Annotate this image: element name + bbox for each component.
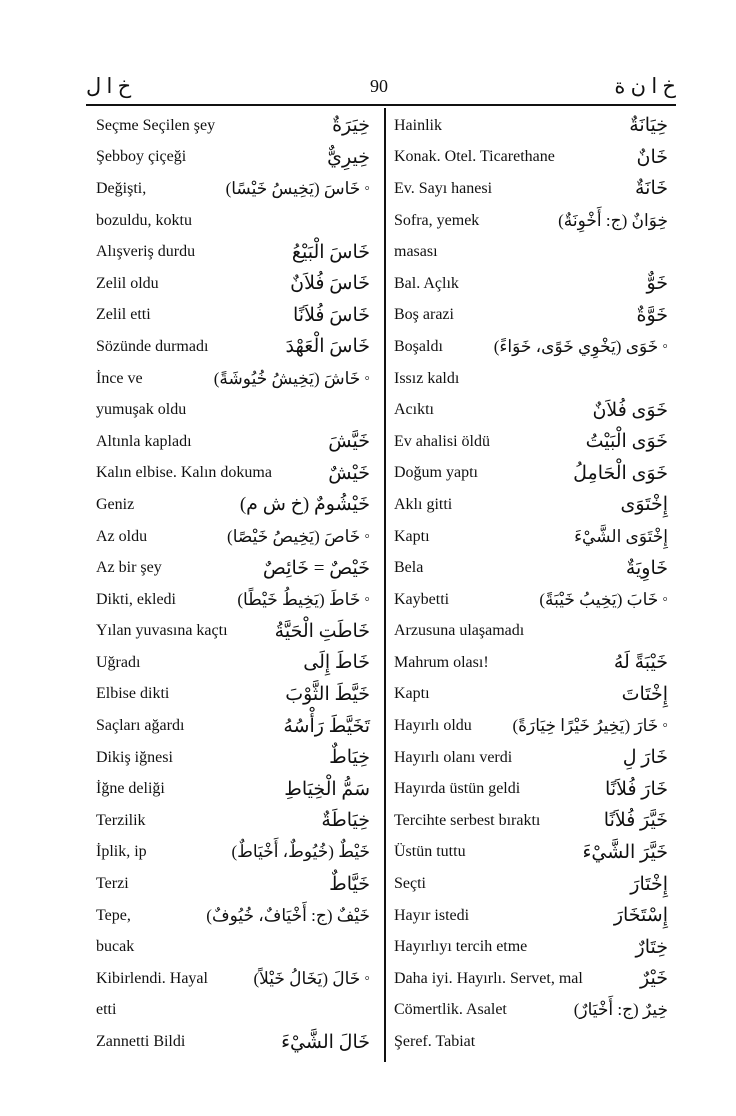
- turkish-meaning: Zelil etti: [96, 306, 151, 324]
- dictionary-entry: [394, 931, 668, 963]
- turkish-meaning: Ev. Sayı hanesi: [394, 179, 493, 197]
- dictionary-entry: [96, 173, 370, 205]
- dictionary-entry: [96, 995, 370, 1027]
- page-number: 90: [370, 76, 388, 96]
- turkish-meaning: etti: [96, 1001, 117, 1019]
- arabic-group: [283, 715, 370, 738]
- arabic-headword: خَوَى الْبَيْتُ: [585, 431, 668, 453]
- arabic-headword: إِخْتَوَى: [620, 494, 668, 516]
- turkish-meaning: Seçme Seçilen şey: [96, 116, 216, 134]
- arabic-headword: خَيْصٌ = خَائِصٌ: [262, 557, 370, 579]
- arabic-headword: خِيَاطٌ: [329, 747, 370, 769]
- turkish-meaning: Cömertlik. Asalet: [394, 1001, 507, 1019]
- arabic-group: [637, 146, 669, 169]
- turkish-meaning: Dikiş iğnesi: [96, 748, 173, 766]
- turkish-meaning: Şeref. Tabiat: [394, 1033, 476, 1051]
- dictionary-entry: [96, 110, 370, 142]
- arabic-group: [592, 399, 668, 422]
- turkish-meaning: Daha iyi. Hayırlı. Servet, mal: [394, 969, 583, 987]
- arabic-group: [621, 493, 668, 516]
- arabic-headword: خَارَ (يَخِيرُ خَيْرًا خِيَارَةً): [512, 716, 659, 736]
- turkish-meaning: Kaptı: [394, 527, 430, 545]
- arabic-headword: خَوَى الْحَامِلُ: [573, 462, 668, 484]
- arabic-group: [640, 967, 668, 990]
- arabic-headword: خَاوِيَةٌ: [625, 557, 668, 579]
- turkish-meaning: Hayırlı oldu: [394, 717, 472, 735]
- dictionary-entry: [394, 521, 668, 553]
- arabic-headword: خَالَ (يَخَالُ خَيْلاً): [253, 968, 361, 988]
- arabic-headword: خَوٌّ: [646, 273, 668, 295]
- arabic-group: [574, 1000, 668, 1020]
- arabic-headword: خَانٌ: [636, 146, 668, 168]
- arabic-headword: إِخْتَارَ: [630, 873, 668, 895]
- arabic-headword: خَاصَ (يَخِيصُ خَيْصًا): [227, 526, 361, 546]
- turkish-meaning: Zelil oldu: [96, 274, 159, 292]
- dictionary-entry: [394, 142, 668, 174]
- dictionary-entry: [96, 742, 370, 774]
- entry-bullet: ◦: [364, 590, 370, 608]
- turkish-meaning: Boşaldı: [394, 337, 443, 355]
- arabic-group: [605, 778, 668, 801]
- arabic-group: [629, 114, 668, 137]
- arabic-group: [494, 337, 668, 357]
- dictionary-entry: [394, 173, 668, 205]
- dictionary-entry: [96, 426, 370, 458]
- arabic-group: [328, 430, 370, 453]
- turkish-meaning: Boş arazi: [394, 306, 454, 324]
- turkish-meaning: Ev ahalisi öldü: [394, 432, 490, 450]
- entry-bullet: ◦: [662, 717, 668, 735]
- dictionary-entry: [394, 710, 668, 742]
- dictionary-entry: [394, 458, 668, 490]
- arabic-headword: خَيْطٌ (خُيُوطٌ، أَخْيَاطٌ): [231, 842, 370, 862]
- header-rule: [86, 104, 676, 106]
- arabic-group: [558, 211, 668, 231]
- dictionary-entry: [96, 331, 370, 363]
- entry-bullet: ◦: [364, 527, 370, 545]
- arabic-group: [573, 462, 668, 485]
- entry-bullet: ◦: [662, 590, 668, 608]
- arabic-headword: خَارَ فُلاَنًا: [605, 778, 668, 800]
- dictionary-entry: [96, 931, 370, 963]
- arabic-group: [292, 241, 370, 264]
- dictionary-entry: [394, 584, 668, 616]
- turkish-meaning: Elbise dikti: [96, 685, 170, 703]
- arabic-headword: خَاسَ الْعَهْدَ: [285, 336, 370, 358]
- turkish-meaning: Kibirlendi. Hayal: [96, 969, 208, 987]
- arabic-group: [626, 557, 668, 580]
- arabic-headword: خَانَةٌ: [634, 178, 668, 200]
- arabic-headword: خِيَاطَةٌ: [321, 810, 370, 832]
- arabic-group: [237, 590, 370, 610]
- arabic-headword: خَاسَ فُلاَنًا: [293, 304, 370, 326]
- header-letters-right: خ ا ن ة: [614, 74, 676, 98]
- turkish-meaning: Terzi: [96, 875, 129, 893]
- arabic-headword: تَخَيَّطَ رَأْسُهُ: [283, 715, 370, 737]
- turkish-meaning: Az oldu: [96, 527, 148, 545]
- turkish-meaning: Az bir şey: [96, 559, 162, 577]
- dictionary-entry: [96, 773, 370, 805]
- arabic-group: [329, 746, 370, 769]
- turkish-meaning: Bal. Açlık: [394, 274, 459, 292]
- dictionary-entry: [96, 837, 370, 869]
- turkish-meaning: Alışveriş durdu: [96, 243, 196, 261]
- dictionary-entry: [394, 995, 668, 1027]
- arabic-headword: خَاسَ فُلاَنٌ: [290, 273, 370, 295]
- turkish-meaning: Geniz: [96, 495, 135, 513]
- dictionary-entry: [96, 647, 370, 679]
- arabic-group: [327, 146, 370, 169]
- dictionary-entry: [394, 394, 668, 426]
- dictionary-entry: [394, 837, 668, 869]
- arabic-group: [263, 557, 370, 580]
- arabic-group: [512, 716, 668, 736]
- arabic-headword: خِوَانٌ (ج: أَخْوِنَةٌ): [558, 210, 668, 230]
- dictionary-entry: [394, 552, 668, 584]
- arabic-group: [622, 683, 668, 706]
- column-divider: [384, 108, 386, 1062]
- turkish-meaning: Üstün tuttu: [394, 843, 466, 861]
- arabic-headword: خَيْشُومٌ (خ ش م): [239, 494, 370, 516]
- dictionary-entry: [96, 1026, 370, 1058]
- arabic-group: [290, 272, 370, 295]
- turkish-meaning: Terzilik: [96, 811, 146, 829]
- arabic-headword: خَيَّطَ الثَّوْبَ: [285, 683, 370, 705]
- arabic-headword: خِيرِيٌّ: [327, 146, 370, 168]
- arabic-headword: خَوَى (يَخْوِي خَوًى، خَوَاءً): [493, 336, 659, 356]
- arabic-group: [226, 179, 370, 199]
- dictionary-entry: [394, 1026, 668, 1058]
- arabic-headword: خَيَّرَ الشَّيْءَ: [582, 841, 668, 863]
- arabic-headword: خَاشَ (يَخِيشُ خُيُوشَةً): [213, 368, 361, 388]
- right-column: [394, 110, 668, 1058]
- turkish-meaning: Kalın elbise. Kalın dokuma: [96, 464, 272, 482]
- arabic-headword: خَيْفٌ (ج: أَخْيَافٌ، خُيُوفٌ): [206, 905, 370, 925]
- dictionary-entry: [394, 236, 668, 268]
- turkish-meaning: Hayırlıyı tercih etme: [394, 938, 528, 956]
- dictionary-entry: [96, 868, 370, 900]
- arabic-group: [636, 936, 668, 959]
- dictionary-entry: [394, 300, 668, 332]
- dictionary-entry: [394, 363, 668, 395]
- arabic-group: [328, 462, 370, 485]
- arabic-group: [206, 906, 370, 926]
- turkish-meaning: Tepe,: [96, 906, 131, 924]
- turkish-meaning: Hainlik: [394, 116, 442, 134]
- arabic-group: [586, 430, 668, 453]
- arabic-headword: خَيْبَةً لَهُ: [613, 652, 668, 674]
- arabic-headword: خِيَرَةٌ: [332, 115, 370, 137]
- dictionary-entry: [96, 489, 370, 521]
- dictionary-entry: [96, 458, 370, 490]
- arabic-group: [329, 873, 370, 896]
- turkish-meaning: Dikti, ekledi: [96, 590, 176, 608]
- turkish-meaning: masası: [394, 243, 438, 261]
- turkish-meaning: Kaybetti: [394, 590, 450, 608]
- dictionary-entry: [96, 616, 370, 648]
- arabic-headword: إِسْتَخَارَ: [613, 905, 668, 927]
- arabic-group: [275, 620, 370, 643]
- turkish-meaning: Değişti,: [96, 179, 147, 197]
- arabic-headword: خِيرٌ (ج: أَخْيَارٌ): [573, 1000, 668, 1020]
- arabic-headword: خَيْشٌ: [328, 462, 370, 484]
- turkish-meaning: Saçları ağardı: [96, 717, 185, 735]
- entry-bullet: ◦: [364, 969, 370, 987]
- turkish-meaning: Sözünde durmadı: [96, 337, 209, 355]
- dictionary-entry: [96, 236, 370, 268]
- arabic-group: [214, 369, 370, 389]
- arabic-headword: خَاطَتِ الْحَيَّةُ: [274, 620, 370, 642]
- arabic-headword: خَاسَ (يَخِيسُ خَيْسًا): [225, 178, 361, 198]
- dictionary-entry: [96, 394, 370, 426]
- dictionary-entry: [96, 300, 370, 332]
- turkish-meaning: Konak. Otel. Ticarethane: [394, 148, 555, 166]
- arabic-group: [583, 841, 669, 864]
- turkish-meaning: Sofra, yemek: [394, 211, 480, 229]
- arabic-group: [232, 842, 371, 862]
- dictionary-entry: [394, 805, 668, 837]
- arabic-group: [332, 114, 370, 137]
- arabic-headword: إِخْتَوَى الشَّيْءَ: [574, 526, 668, 546]
- dictionary-entry: [394, 489, 668, 521]
- arabic-headword: سَمُّ الْخِيَاطِ: [284, 778, 370, 800]
- dictionary-entry: [394, 868, 668, 900]
- entry-bullet: ◦: [364, 179, 370, 197]
- dictionary-entry: [394, 205, 668, 237]
- arabic-headword: خَيَّاطٌ: [329, 873, 370, 895]
- arabic-headword: خَوَى فُلاَنٌ: [592, 399, 668, 421]
- entry-bullet: ◦: [662, 337, 668, 355]
- turkish-meaning: Tercihte serbest bıraktı: [394, 811, 541, 829]
- turkish-meaning: Yılan yuvasına kaçtı: [96, 622, 228, 640]
- turkish-meaning: Hayırda üstün geldi: [394, 780, 521, 798]
- dictionary-entry: [394, 679, 668, 711]
- arabic-group: [253, 969, 370, 989]
- turkish-meaning: Aklı gitti: [394, 495, 453, 513]
- turkish-meaning: Seçti: [394, 875, 426, 893]
- arabic-group: [240, 493, 370, 516]
- dictionary-entry: [96, 900, 370, 932]
- turkish-meaning: İplik, ip: [96, 843, 147, 861]
- dictionary-entry: [394, 963, 668, 995]
- arabic-headword: خَوَّةٌ: [636, 304, 668, 326]
- arabic-group: [285, 683, 370, 706]
- turkish-meaning: İğne deliği: [96, 780, 165, 798]
- turkish-meaning: Arzusuna ulaşamadı: [394, 622, 525, 640]
- dictionary-entry: [394, 426, 668, 458]
- dictionary-entry: [96, 805, 370, 837]
- arabic-group: [623, 746, 668, 769]
- arabic-group: [284, 778, 370, 801]
- header-letters-left: خ ا ل: [86, 74, 132, 98]
- arabic-group: [321, 809, 370, 832]
- entry-bullet: ◦: [364, 369, 370, 387]
- arabic-group: [604, 809, 668, 832]
- left-column: [96, 110, 370, 1058]
- turkish-meaning: Altınla kapladı: [96, 432, 192, 450]
- arabic-headword: خَيَّرَ فُلاَنًا: [603, 810, 668, 832]
- dictionary-entry: [96, 268, 370, 300]
- arabic-headword: خَارَ لِ: [622, 747, 668, 769]
- dictionary-entry: [96, 363, 370, 395]
- turkish-meaning: Uğradı: [96, 653, 141, 671]
- dictionary-entry: [96, 963, 370, 995]
- turkish-meaning: bozuldu, koktu: [96, 211, 192, 229]
- dictionary-entry: [394, 268, 668, 300]
- arabic-headword: خَاسَ الْبَيْعُ: [291, 241, 370, 263]
- arabic-group: [630, 873, 668, 896]
- arabic-headword: خَاطَ (يَخِيطُ خَيْطًا): [237, 589, 361, 609]
- arabic-group: [614, 904, 668, 927]
- arabic-headword: خَالَ الشَّيْءَ: [281, 1031, 370, 1053]
- turkish-meaning: Doğum yaptı: [394, 464, 478, 482]
- dictionary-entry: [96, 521, 370, 553]
- dictionary-entry: [96, 710, 370, 742]
- arabic-group: [635, 177, 668, 200]
- dictionary-entry: [394, 331, 668, 363]
- turkish-meaning: Mahrum olası!: [394, 653, 489, 671]
- arabic-group: [646, 272, 668, 295]
- dictionary-entry: [96, 552, 370, 584]
- dictionary-entry: [96, 679, 370, 711]
- turkish-meaning: İnce ve: [96, 369, 143, 387]
- page-header: [86, 70, 676, 104]
- arabic-group: [614, 651, 668, 674]
- dictionary-entry: [394, 742, 668, 774]
- arabic-headword: إِخْتَاتَ: [621, 683, 668, 705]
- arabic-group: [303, 651, 370, 674]
- arabic-headword: خَابَ (يَخِيبُ خَيْبَةً): [539, 589, 659, 609]
- dictionary-entry: [96, 142, 370, 174]
- dictionary-entry: [394, 110, 668, 142]
- dictionary-entry: [394, 900, 668, 932]
- arabic-headword: خَاطَ إِلَى: [303, 652, 370, 674]
- turkish-meaning: Şebboy çiçeği: [96, 148, 187, 166]
- arabic-group: [539, 590, 668, 610]
- dictionary-entry: [394, 616, 668, 648]
- turkish-meaning: Bela: [394, 559, 424, 577]
- arabic-headword: خَيْرٌ: [640, 968, 668, 990]
- arabic-group: [286, 335, 370, 358]
- turkish-meaning: bucak: [96, 938, 135, 956]
- dictionary-entry: [96, 205, 370, 237]
- turkish-meaning: Hayır istedi: [394, 906, 470, 924]
- arabic-group: [281, 1031, 370, 1054]
- turkish-meaning: Zannetti Bildi: [96, 1033, 186, 1051]
- turkish-meaning: yumuşak oldu: [96, 401, 187, 419]
- arabic-headword: خِيَانَةٌ: [629, 115, 668, 137]
- turkish-meaning: Acıktı: [394, 401, 434, 419]
- turkish-meaning: Issız kaldı: [394, 369, 460, 387]
- arabic-group: [227, 527, 370, 547]
- turkish-meaning: Kaptı: [394, 685, 430, 703]
- arabic-group: [636, 304, 668, 327]
- dictionary-entry: [96, 584, 370, 616]
- turkish-meaning: Hayırlı olanı verdi: [394, 748, 513, 766]
- dictionary-entry: [394, 647, 668, 679]
- arabic-headword: خِتَارٌ: [635, 936, 668, 958]
- arabic-group: [293, 304, 370, 327]
- arabic-headword: خَيَّشَ: [328, 431, 370, 453]
- dictionary-entry: [394, 773, 668, 805]
- arabic-group: [574, 527, 668, 547]
